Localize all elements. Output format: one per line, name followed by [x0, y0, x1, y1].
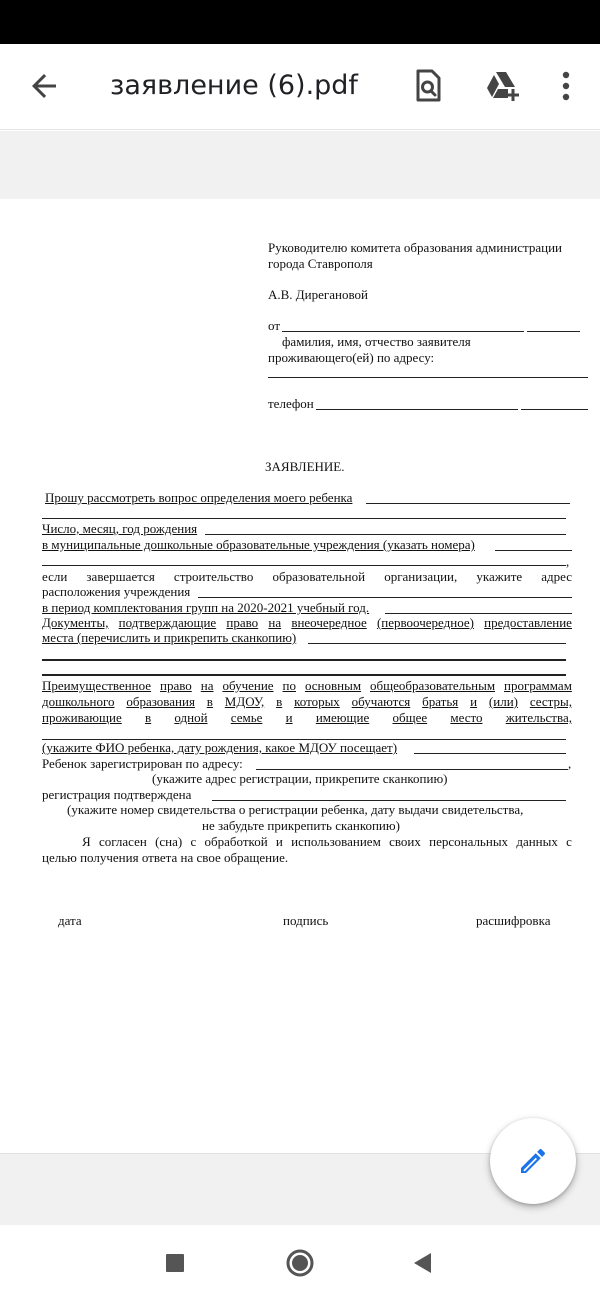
docs-line-2: места (перечислить и прикрепить сканкопию): [42, 630, 297, 645]
word: место: [450, 710, 483, 725]
word: с: [566, 834, 572, 849]
addressee-name: А.В. Дирегановой: [268, 287, 368, 302]
word: адрес: [541, 569, 572, 584]
status-bar: [0, 0, 600, 44]
word: Я: [82, 834, 91, 849]
word: и: [470, 694, 478, 709]
from-field-line: [282, 331, 524, 332]
word: право: [160, 678, 192, 693]
find-in-page-icon[interactable]: [408, 66, 448, 106]
priority-line-2: [42, 694, 572, 709]
consent-line-1: [82, 834, 572, 849]
word: согласен: [98, 834, 147, 849]
word: на: [200, 678, 214, 693]
from-hint: фамилия, имя, отчество заявителя: [282, 334, 471, 349]
word: общеобразовательным: [370, 678, 496, 693]
word: Преимущественное: [42, 678, 152, 693]
pdf-page[interactable]: [0, 199, 600, 1153]
word: проживающие: [42, 710, 122, 725]
word: жительства,: [505, 710, 572, 725]
word: подтверждающие: [118, 615, 217, 630]
app-bar: [0, 44, 600, 130]
birth-date-label: Число, месяц, год рождения: [42, 521, 198, 536]
word: Документы,: [42, 615, 109, 630]
mdou-line: в муниципальные дошкольные образовательные учреждения (указать номера): [42, 537, 475, 552]
document-heading: ЗАЯВЛЕНИЕ.: [265, 459, 345, 474]
word: образовательной: [272, 569, 366, 584]
phone-label: телефон: [268, 396, 314, 411]
period-field-line: [385, 613, 572, 614]
word: организации,: [384, 569, 458, 584]
recents-square-icon[interactable]: [160, 1248, 190, 1278]
word: если: [42, 569, 68, 584]
birth-date-field-line: [205, 534, 566, 535]
edit-pencil-icon: [517, 1145, 549, 1177]
blank-line-4: [42, 674, 566, 676]
home-circle-icon[interactable]: [285, 1248, 315, 1278]
edit-fab-button[interactable]: [490, 1118, 576, 1204]
signature-date-label: дата: [58, 913, 82, 928]
request-field-line: [366, 503, 570, 504]
word: (сна): [155, 834, 183, 849]
word: одной: [174, 710, 208, 725]
certificate-hint-1: (укажите номер свидетельства о регистрации ребенка, дату выдачи свидетельства,: [67, 802, 524, 817]
word: с: [190, 834, 197, 849]
word: строительство: [173, 569, 254, 584]
address-field-line: [268, 377, 588, 378]
blank-line-2: [42, 565, 566, 566]
from-label: от: [268, 318, 281, 333]
registration-confirm-label: регистрация подтверждена: [42, 787, 192, 802]
system-navigation-bar: [0, 1226, 600, 1299]
word: внеочередное: [291, 615, 367, 630]
blank-line-3: [42, 659, 566, 661]
blank-line-1: [42, 518, 566, 519]
word: (или): [488, 694, 518, 709]
word: использованием: [291, 834, 381, 849]
construction-line: [42, 569, 572, 584]
sibling-hint: (укажите ФИО ребенка, дату рождения, какое МДОУ посещает): [42, 740, 398, 755]
request-line: Прошу рассмотреть вопрос определения моего ребенка: [45, 490, 353, 505]
residing-label: проживающего(ей) по адресу:: [268, 350, 435, 365]
priority-line-3: [42, 710, 572, 725]
word: укажите: [476, 569, 523, 584]
addressee-line-1: Руководителю комитета образования администрации: [268, 240, 562, 255]
comma-mark: ,: [566, 554, 570, 569]
word: дошкольного: [42, 694, 115, 709]
word: данных: [516, 834, 558, 849]
docs-field-line: [308, 643, 566, 644]
sibling-field-line: [414, 753, 566, 754]
word: и: [275, 834, 283, 849]
word: на: [268, 615, 282, 630]
word: братья: [422, 694, 459, 709]
registered-comma: ,: [568, 756, 572, 771]
word: МДОУ,: [224, 694, 265, 709]
addressee-line-2: города Ставрополя: [268, 256, 373, 271]
word: в: [276, 694, 283, 709]
registration-hint: (укажите адрес регистрации, прикрепите сканкопию): [152, 771, 448, 786]
phone-field-line: [316, 409, 518, 410]
certificate-hint-2: не забудьте прикрепить сканкопию): [202, 818, 400, 833]
word: персональных: [429, 834, 509, 849]
back-arrow-icon[interactable]: [26, 68, 62, 104]
document-title: заявление (6).pdf: [110, 70, 358, 101]
word: имеющие: [315, 710, 370, 725]
add-to-drive-icon[interactable]: [482, 66, 522, 106]
more-vert-icon[interactable]: [546, 66, 586, 106]
location-field-line: [198, 597, 572, 598]
word: программам: [504, 678, 572, 693]
signature-name-label: расшифровка: [476, 913, 551, 928]
phone-field-line-2: [521, 409, 588, 410]
word: предоставление: [484, 615, 572, 630]
word: своих: [389, 834, 421, 849]
word: в: [206, 694, 213, 709]
word: и: [285, 710, 293, 725]
word: общее: [392, 710, 428, 725]
word: по: [282, 678, 296, 693]
word: основным: [304, 678, 362, 693]
word: в: [145, 710, 152, 725]
word: обучение: [222, 678, 274, 693]
word: которых: [294, 694, 340, 709]
word: образования: [126, 694, 195, 709]
viewer-top-gutter: [0, 131, 600, 199]
period-line: в период комплектования групп на 2020-2021 учебный год.: [42, 600, 370, 615]
signature-label: подпись: [283, 913, 329, 928]
priority-line-1: [42, 678, 572, 693]
registration-confirm-field-line: [212, 800, 566, 801]
docs-line-1: [42, 615, 572, 630]
registered-label: Ребенок зарегистрирован по адресу:: [42, 756, 243, 771]
consent-line-2: целью получения ответа на свое обращение.: [42, 850, 289, 865]
registered-field-line: [256, 769, 568, 770]
word: завершается: [86, 569, 155, 584]
from-field-line-2: [527, 331, 580, 332]
word: (первоочередное): [376, 615, 474, 630]
back-triangle-icon[interactable]: [408, 1248, 438, 1278]
location-label: расположения учреждения: [42, 584, 191, 599]
word: обработкой: [204, 834, 268, 849]
word: обучаются: [351, 694, 411, 709]
word: право: [226, 615, 259, 630]
word: семье: [230, 710, 263, 725]
mdou-field-line: [495, 550, 572, 551]
word: сестры,: [529, 694, 572, 709]
